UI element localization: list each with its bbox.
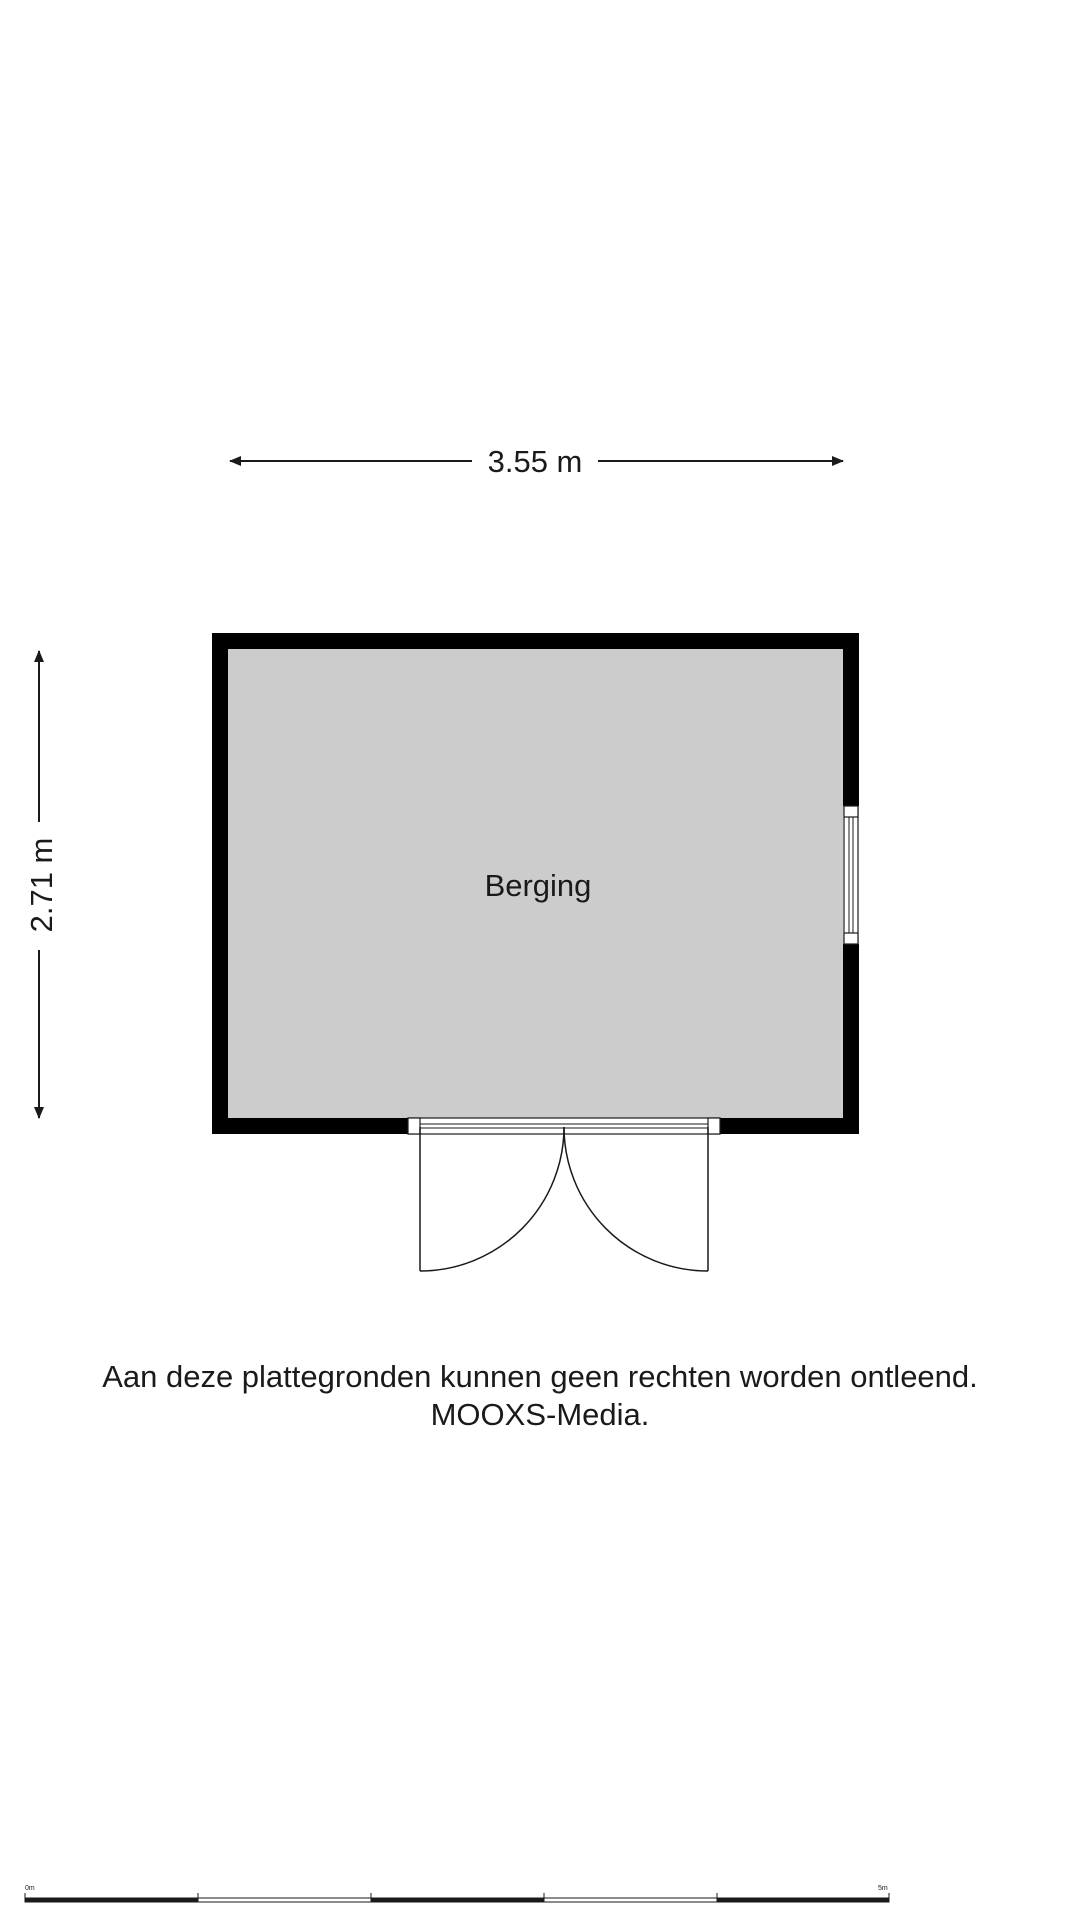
wall-left (212, 633, 228, 1134)
wall-right-upper (843, 633, 859, 806)
width-dimension-label: 3.55 m (487, 444, 583, 479)
door-swing-right (564, 1127, 708, 1271)
scale-segment-3 (371, 1898, 544, 1902)
double-door (408, 1118, 720, 1271)
scale-end-label: 5m (878, 1885, 888, 1892)
height-dimension-label: 2.71 m (24, 837, 59, 933)
door-swing-left (420, 1127, 564, 1271)
scale-segment-5 (717, 1898, 889, 1902)
wall-bottom-right (720, 1118, 859, 1134)
window-right (844, 806, 858, 944)
room-berging (212, 633, 859, 1271)
wall-right-lower (843, 944, 859, 1134)
scale-start-label: 0m (25, 1885, 35, 1892)
disclaimer (0, 1358, 1080, 1434)
wall-top (212, 633, 859, 649)
disclaimer-line-1: Aan deze plattegronden kunnen geen rechten worden ontleend. (102, 1359, 978, 1394)
scale-segment-1 (25, 1898, 198, 1902)
room-label: Berging (484, 868, 592, 903)
height-dimension (24, 651, 59, 1118)
disclaimer-line-2: MOOXS-Media. (430, 1397, 650, 1432)
wall-bottom-left (212, 1118, 408, 1134)
scale-bar (25, 1885, 889, 1902)
width-dimension (230, 444, 843, 479)
